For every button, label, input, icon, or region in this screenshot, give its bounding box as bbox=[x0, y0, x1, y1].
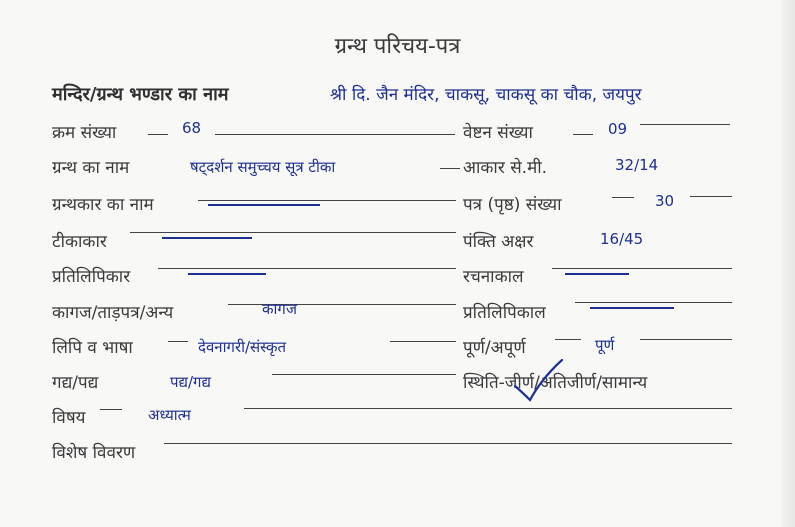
pratilipikal-line bbox=[575, 302, 732, 303]
lipi-label: लिपि व भाषा bbox=[52, 338, 133, 358]
vivaran-line bbox=[164, 443, 732, 444]
krama-line-a bbox=[148, 134, 168, 135]
rachnakal-blank-dash bbox=[565, 273, 629, 275]
patra-line-a bbox=[612, 197, 634, 198]
veshtan-line-b bbox=[640, 124, 730, 125]
vishay-line-b bbox=[244, 408, 732, 409]
checkmark-icon bbox=[512, 356, 564, 406]
teekakar-blank-dash bbox=[162, 237, 252, 239]
gadya-line bbox=[272, 374, 456, 375]
teekakar-label: टीकाकार bbox=[52, 232, 107, 252]
vishay-line-a bbox=[100, 409, 122, 410]
teekakar-line bbox=[130, 232, 456, 233]
granth-line bbox=[440, 168, 460, 169]
rachnakal-label: रचनाकाल bbox=[463, 267, 524, 287]
pankti-label: पंक्ति अक्षर bbox=[463, 232, 534, 252]
pankti-value: 16/45 bbox=[600, 230, 644, 248]
akar-value: 32/14 bbox=[615, 156, 659, 174]
pratilipikar-blank-dash bbox=[188, 273, 266, 275]
granth-value: षट्दर्शन समुच्चय सूत्र टीका bbox=[190, 158, 336, 176]
purna-line-a bbox=[555, 339, 581, 340]
pratilipikar-label: प्रतिलिपिकार bbox=[52, 267, 131, 287]
purna-value: पूर्ण bbox=[595, 336, 615, 354]
pratilipikar-line bbox=[158, 268, 456, 269]
bhandar-label: मन्दिर/ग्रन्थ भण्डार का नाम bbox=[52, 84, 229, 105]
gadya-label: गद्य/पद्य bbox=[52, 373, 99, 393]
patra-line-b bbox=[690, 196, 732, 197]
gadya-value: पद्य/गद्य bbox=[170, 373, 211, 391]
granthkar-blank-dash bbox=[208, 204, 320, 206]
purna-line-b bbox=[640, 339, 732, 340]
lipi-value: देवनागरी/संस्कृत bbox=[198, 338, 287, 356]
pratilipikal-blank-dash bbox=[590, 307, 674, 309]
vishay-label: विषय bbox=[52, 408, 86, 428]
vishay-value: अध्यात्म bbox=[148, 406, 191, 424]
granthkar-line bbox=[198, 200, 456, 201]
kagaz-value: कागज bbox=[262, 300, 297, 318]
krama-line-b bbox=[215, 134, 455, 135]
veshtan-label: वेष्टन संख्या bbox=[463, 123, 533, 143]
purna-label: पूर्ण/अपूर्ण bbox=[463, 338, 526, 358]
sthiti-label: स्थिति-जीर्ण/अतिजीर्ण/सामान्य bbox=[463, 373, 648, 393]
form-title: ग्रन्थ परिचय-पत्र bbox=[334, 34, 461, 59]
granth-label: ग्रन्थ का नाम bbox=[52, 158, 130, 178]
krama-label: क्रम संख्या bbox=[52, 123, 117, 143]
veshtan-value: 09 bbox=[608, 120, 628, 138]
lipi-line-b bbox=[390, 341, 456, 342]
akar-label: आकार से.मी. bbox=[463, 158, 548, 178]
rachnakal-line bbox=[552, 268, 732, 269]
bhandar-value: श्री दि. जैन मंदिर, चाकसू, चाकसू का चौक, जयपुर bbox=[330, 85, 642, 105]
patra-value: 30 bbox=[655, 192, 675, 210]
lipi-line-a bbox=[168, 341, 188, 342]
granthkar-label: ग्रन्थकार का नाम bbox=[52, 195, 154, 215]
card-edge bbox=[781, 0, 795, 527]
pratilipikal-label: प्रतिलिपिकाल bbox=[463, 303, 546, 323]
krama-value: 68 bbox=[182, 119, 202, 137]
patra-label: पत्र (पृष्ठ) संख्या bbox=[463, 195, 562, 215]
veshtan-line-a bbox=[573, 134, 593, 135]
kagaz-label: कागज/ताड़पत्र/अन्य bbox=[52, 303, 174, 323]
vivaran-label: विशेष विवरण bbox=[52, 443, 136, 463]
